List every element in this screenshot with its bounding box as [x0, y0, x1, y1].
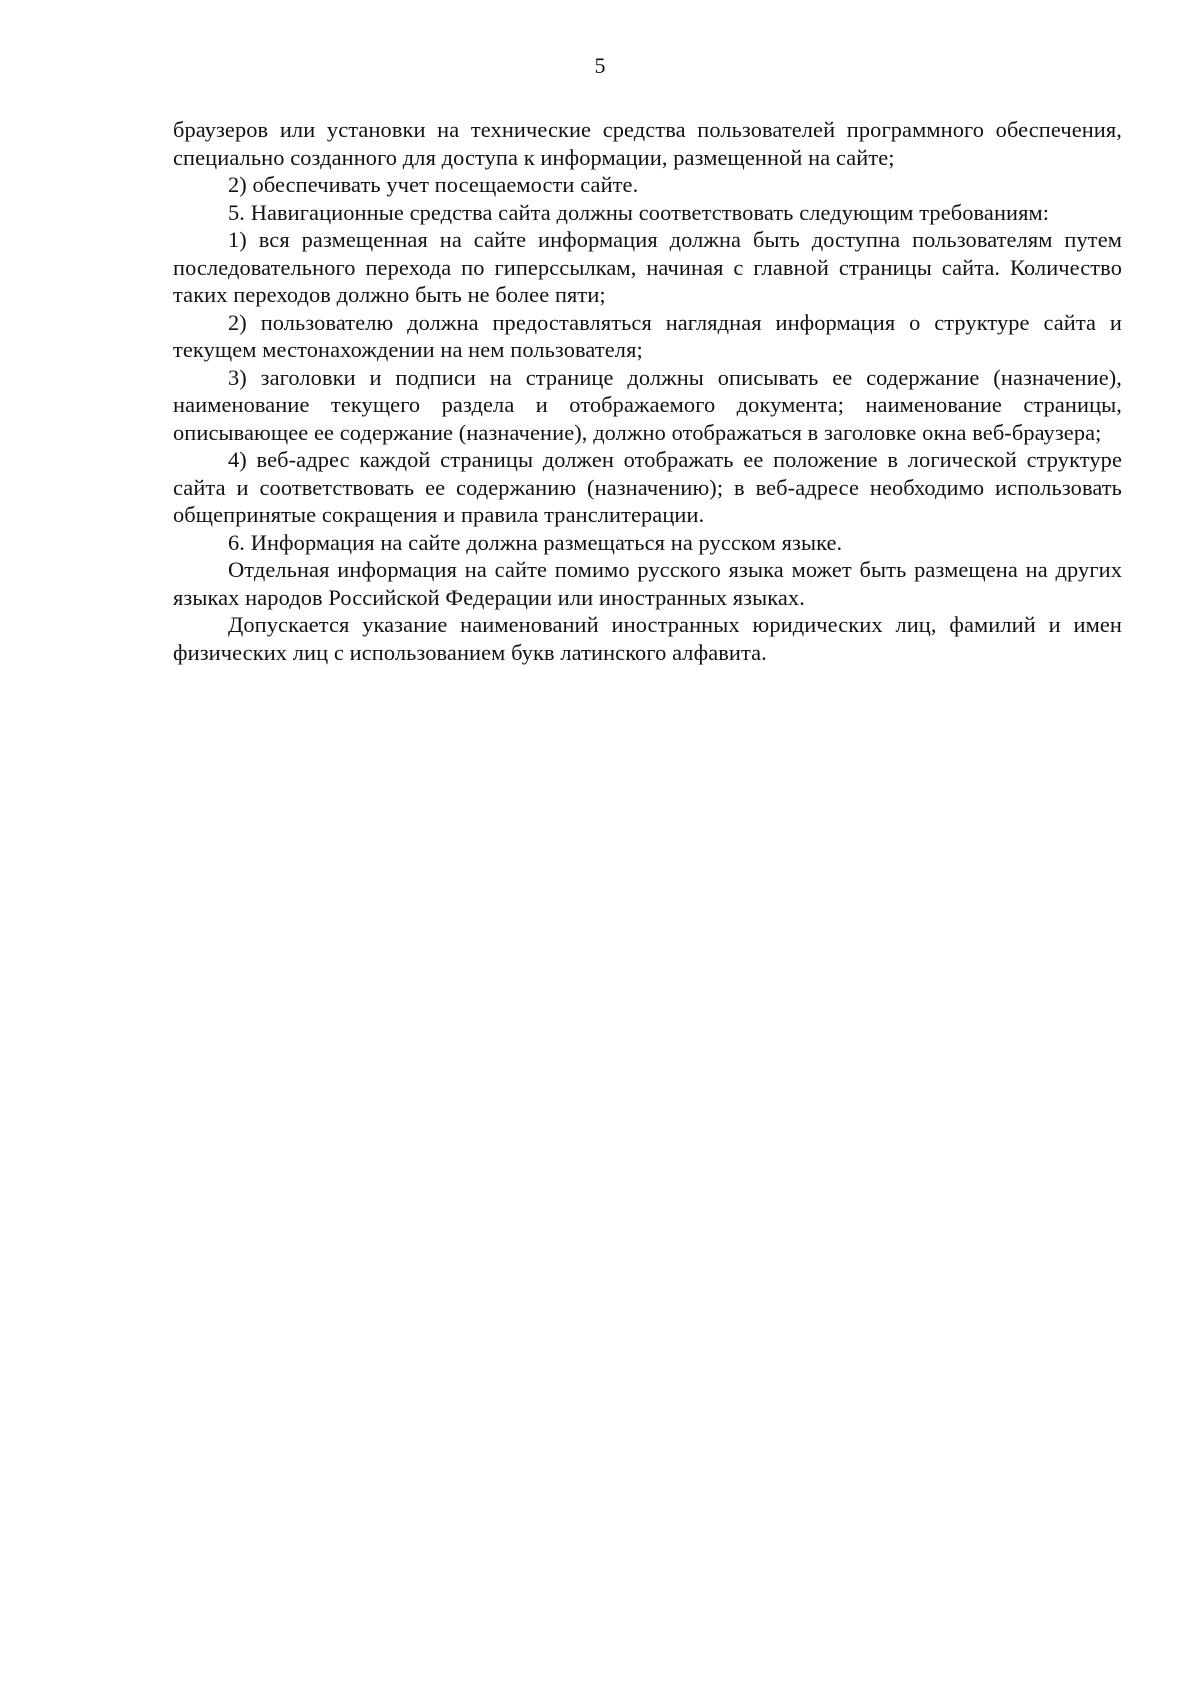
page-number: 5: [594, 53, 606, 78]
paragraph-latin-names: Допускается указание наименований иностранных юридических лиц, фамилий и имен физических лиц с использованием букв латинского алфавита.: [173, 612, 1122, 665]
paragraph-item-2-structure: 2) пользователю должна предоставляться наглядная информация о структуре сайта и текущем местонахождении на нем пользователя;: [173, 309, 1122, 362]
paragraph-other-languages: Отдельная информация на сайте помимо русского языка может быть размещена на других языках народов Российской Федерации или иностранных языках.: [173, 557, 1122, 610]
paragraph-item-2-visits: 2) обеспечивать учет посещаемости сайте.: [228, 172, 639, 197]
paragraph-item-4-web-address: 4) веб-адрес каждой страницы должен отображать ее положение в логической структуре сайта и соответствовать ее содержанию (назначению); в веб-адресе необходимо использовать общепринятые сокращения и правила транслитерации.: [173, 447, 1122, 527]
paragraph-item-1-navigation: 1) вся размещенная на сайте информация должна быть доступна пользователям путем последовательного перехода по гиперссылкам, начиная с главной страницы сайта. Количество таких переходов должно быть не более пяти;: [173, 227, 1122, 307]
paragraph-item-3-headings: 3) заголовки и подписи на странице должны описывать ее содержание (назначение), наименование текущего раздела и отображаемого документа; наименование страницы, описывающее ее содержание (назначение), должно отображаться в заголовке окна веб-браузера;: [173, 364, 1122, 445]
paragraph-section-6: 6. Информация на сайте должна размещаться на русском языке.: [228, 529, 843, 555]
paragraph-section-5: 5. Навигационные средства сайта должны соответствовать следующим требованиям:: [228, 199, 1050, 225]
document-body: [173, 116, 1122, 666]
paragraph-continuation: браузеров или установки на технические средства пользователей программного обеспечения, специально созданного для доступа к информации, размещенной на сайте;: [173, 117, 1122, 170]
